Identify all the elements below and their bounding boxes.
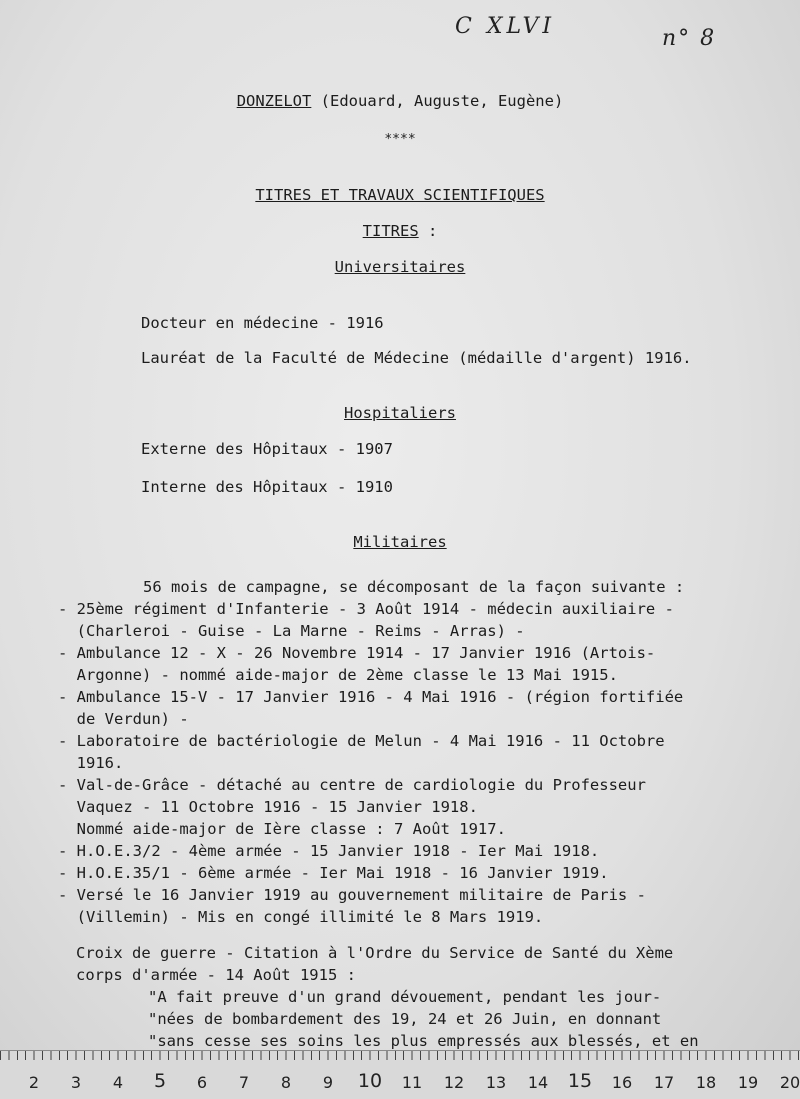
ruler-number: 3 bbox=[70, 1073, 82, 1092]
author-given-names: (Edouard, Auguste, Eugène) bbox=[311, 92, 564, 110]
ruler-number: 19 bbox=[737, 1073, 759, 1092]
croix-line: Croix de guerre - Citation à l'Ordre du Service de Santé du Xème bbox=[76, 944, 674, 962]
doc-title: TITRES ET TRAVAUX SCIENTIFIQUES bbox=[255, 186, 545, 204]
ruler-number: 2 bbox=[28, 1073, 40, 1092]
ruler-number: 11 bbox=[401, 1073, 423, 1092]
ruler-number: 15 bbox=[567, 1070, 593, 1092]
croix-line: corps d'armée - 14 Août 1915 : bbox=[76, 966, 356, 984]
ruler-number: 10 bbox=[357, 1070, 383, 1092]
hosp-line: Interne des Hôpitaux - 1910 bbox=[141, 478, 393, 496]
separator-stars: **** bbox=[384, 132, 416, 147]
ruler-number: 12 bbox=[443, 1073, 465, 1092]
ruler-number: 5 bbox=[153, 1070, 167, 1092]
mil-line: - Ambulance 15-V - 17 Janvier 1916 - 4 Mai 1916 - (région fortifiée bbox=[58, 688, 684, 706]
mil-line: - H.O.E.3/2 - 4ème armée - 15 Janvier 1918 - Ier Mai 1918. bbox=[58, 842, 600, 860]
section-militaires: Militaires bbox=[353, 533, 447, 551]
mil-line: - Val-de-Grâce - détaché au centre de cardiologie du Professeur bbox=[58, 776, 646, 794]
ruler-number: 13 bbox=[485, 1073, 507, 1092]
citation-line: "sans cesse ses soins les plus empressés aux blessés, et en bbox=[148, 1032, 699, 1050]
mil-line: Argonne) - nommé aide-major de 2ème classe le 13 Mai 1915. bbox=[58, 666, 618, 684]
ruler-number: 20 bbox=[779, 1073, 800, 1092]
titres-heading: TITRES : bbox=[362, 222, 438, 240]
handwritten-number: n° 8 bbox=[662, 26, 717, 51]
ruler-number: 17 bbox=[653, 1073, 675, 1092]
handwritten-reference: C XLVI bbox=[455, 14, 556, 39]
univ-line: Docteur en médecine - 1916 bbox=[141, 314, 384, 332]
measuring-ruler bbox=[0, 1050, 800, 1099]
section-universitaires: Universitaires bbox=[334, 258, 466, 276]
ruler-number: 8 bbox=[280, 1073, 292, 1092]
author-surname: DONZELOT bbox=[236, 92, 312, 110]
mil-line: - Ambulance 12 - X - 26 Novembre 1914 - 17 Janvier 1916 (Artois- bbox=[58, 644, 656, 662]
mil-line: - 25ème régiment d'Infanterie - 3 Août 1914 - médecin auxiliaire - bbox=[58, 600, 674, 618]
ruler-number: 18 bbox=[695, 1073, 717, 1092]
mil-line: Nommé aide-major de Ière classe : 7 Août 1917. bbox=[58, 820, 506, 838]
ruler-number: 9 bbox=[322, 1073, 334, 1092]
ruler-number: 7 bbox=[238, 1073, 250, 1092]
mil-line: - Versé le 16 Janvier 1919 au gouvernement militaire de Paris - bbox=[58, 886, 646, 904]
mil-line: 1916. bbox=[58, 754, 124, 772]
mil-line: (Villemin) - Mis en congé illimité le 8 Mars 1919. bbox=[58, 908, 544, 926]
hosp-line: Externe des Hôpitaux - 1907 bbox=[141, 440, 393, 458]
citation-line: "nées de bombardement des 19, 24 et 26 Juin, en donnant bbox=[148, 1010, 662, 1028]
ruler-number: 14 bbox=[527, 1073, 549, 1092]
univ-line: Lauréat de la Faculté de Médecine (médaille d'argent) 1916. bbox=[141, 349, 692, 367]
citation-line: "A fait preuve d'un grand dévouement, pendant les jour- bbox=[148, 988, 662, 1006]
ruler-number: 4 bbox=[112, 1073, 124, 1092]
ruler-number: 6 bbox=[196, 1073, 208, 1092]
mil-line: (Charleroi - Guise - La Marne - Reims - Arras) - bbox=[58, 622, 525, 640]
ruler-number: 16 bbox=[611, 1073, 633, 1092]
mil-line: de Verdun) - bbox=[58, 710, 189, 728]
author-heading bbox=[0, 92, 800, 110]
mil-line: Vaquez - 11 Octobre 1916 - 15 Janvier 1918. bbox=[58, 798, 478, 816]
mil-line: 56 mois de campagne, se décomposant de la façon suivante : bbox=[143, 578, 685, 596]
mil-line: - H.O.E.35/1 - 6ème armée - Ier Mai 1918 - 16 Janvier 1919. bbox=[58, 864, 609, 882]
mil-line: - Laboratoire de bactériologie de Melun - 4 Mai 1916 - 11 Octobre bbox=[58, 732, 665, 750]
section-hospitaliers: Hospitaliers bbox=[344, 404, 456, 422]
